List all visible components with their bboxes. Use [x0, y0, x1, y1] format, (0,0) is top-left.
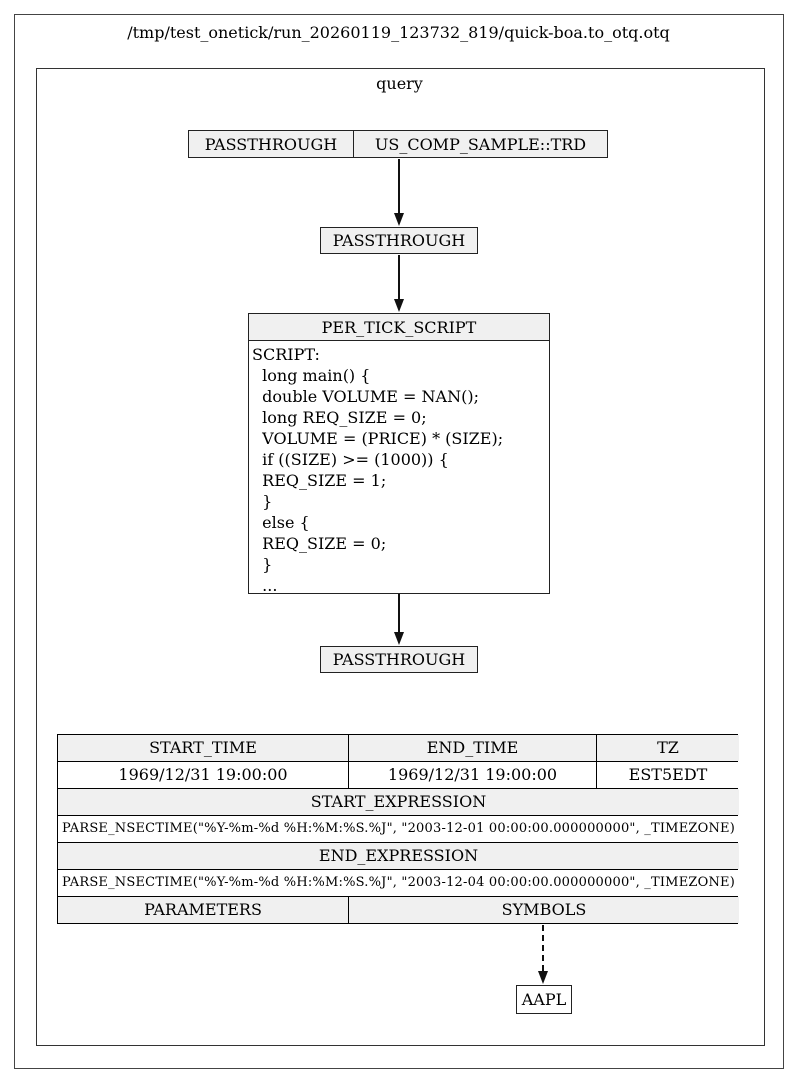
start-time-value: 1969/12/31 19:00:00 [58, 762, 348, 788]
graph-title: /tmp/test_onetick/run_20260119_123732_819/quick-boa.to_otq.otq [127, 23, 670, 42]
start-time-header: START_TIME [58, 735, 348, 761]
arrowhead-icon [394, 213, 404, 226]
script-line: REQ_SIZE = 1; [252, 471, 387, 490]
edge-passthrough-top-to-script [393, 255, 405, 312]
edge-line [398, 594, 400, 632]
start-expression-value: PARSE_NSECTIME("%Y-%m-%d %H:%M:%S.%J", "2003-12-01 00:00:00.000000000", _TIMEZONE) [58, 816, 739, 842]
edge-line [398, 255, 400, 299]
script-line: } [252, 492, 273, 511]
edge-source-to-passthrough-top [393, 159, 405, 226]
node-per-tick-script [248, 313, 550, 594]
script-line: REQ_SIZE = 0; [252, 534, 387, 553]
node-source [188, 130, 608, 158]
arrowhead-icon [394, 299, 404, 312]
edge-line [398, 159, 400, 213]
end-time-value: 1969/12/31 19:00:00 [349, 762, 596, 788]
edge-dashed-line [542, 925, 544, 971]
node-symbol-aapl-label: AAPL [521, 990, 567, 1009]
node-passthrough-bottom-label: PASSTHROUGH [332, 650, 466, 669]
script-line: long REQ_SIZE = 0; [252, 408, 427, 427]
node-passthrough-top [320, 227, 478, 254]
query-cluster-label: query [376, 74, 423, 93]
script-line: } [252, 555, 273, 574]
tz-value: EST5EDT [597, 762, 739, 788]
arrowhead-icon [538, 971, 548, 984]
script-line: VOLUME = (PRICE) * (SIZE); [252, 429, 504, 448]
per-tick-script-body [249, 341, 549, 598]
script-line: else { [252, 513, 310, 532]
end-expression-header: END_EXPRESSION [58, 843, 739, 869]
end-time-header: END_TIME [349, 735, 596, 761]
node-symbol-aapl [516, 985, 572, 1014]
edge-script-to-passthrough-bottom [393, 594, 405, 645]
symbols-header: SYMBOLS [349, 897, 739, 923]
node-passthrough-bottom [320, 646, 478, 673]
arrowhead-icon [394, 632, 404, 645]
node-passthrough-top-label: PASSTHROUGH [332, 231, 466, 250]
script-line: SCRIPT: [252, 345, 320, 364]
end-expression-value: PARSE_NSECTIME("%Y-%m-%d %H:%M:%S.%J", "2003-12-04 00:00:00.000000000", _TIMEZONE) [58, 870, 739, 896]
script-line: double VOLUME = NAN(); [252, 387, 479, 406]
query-info-table [57, 734, 738, 924]
script-line: ... [252, 576, 278, 595]
node-source-db-label: US_COMP_SAMPLE::TRD [353, 131, 607, 157]
script-line: long main() { [252, 366, 371, 385]
script-line: if ((SIZE) >= (1000)) { [252, 450, 449, 469]
start-expression-header: START_EXPRESSION [58, 789, 739, 815]
node-source-ep-label: PASSTHROUGH [204, 134, 338, 154]
edge-symbols-to-aapl [537, 925, 549, 984]
per-tick-script-title: PER_TICK_SCRIPT [249, 314, 549, 341]
parameters-header: PARAMETERS [58, 897, 348, 923]
tz-header: TZ [597, 735, 739, 761]
